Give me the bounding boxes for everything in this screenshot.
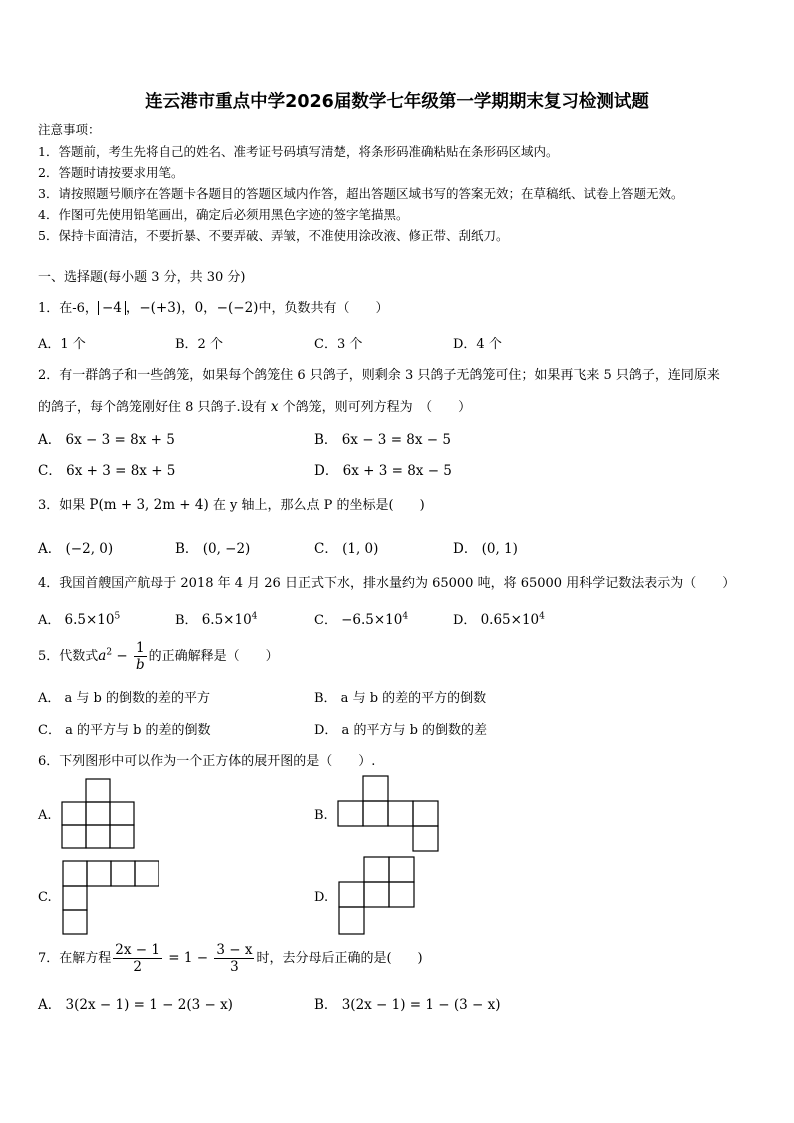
q2-option-d: D． 6x + 3 = 8x − 5	[314, 463, 452, 479]
q3-prefix: 3．如果	[38, 498, 90, 513]
question-4: 4．我国首艘国产航母于 2018 年 4 月 26 日正式下水，排水量约为 65000 吨，将 65000 用科学记数法表示为（ ）	[38, 576, 736, 591]
option-exponent: 4	[402, 611, 409, 622]
q6-label-b: B.	[314, 808, 328, 823]
notice-item: 3．请按照题号顺序在答题卡各题目的答题区域内作答，超出答题区域书写的答案无效；在草稿纸、试卷上答题无效。	[38, 186, 684, 201]
q4-option-a	[38, 609, 120, 628]
question-3	[38, 494, 425, 513]
option-letter: C．	[314, 613, 337, 628]
q5-fraction	[134, 640, 147, 673]
option-base: −6.5×10	[341, 612, 403, 628]
q5-denominator: b	[135, 657, 145, 673]
q4-option-c	[314, 609, 408, 628]
q7-denominator-right: 3	[230, 959, 239, 975]
q6-net-c	[61, 859, 159, 935]
q1-suffix: 中，负数共有（ ）	[258, 301, 389, 316]
option-exponent: 4	[251, 611, 258, 622]
q2-option-c: C． 6x + 3 = 8x + 5	[38, 463, 176, 479]
q6-net-b	[336, 775, 444, 853]
question-7	[38, 942, 423, 975]
q6-label-d: D.	[314, 890, 329, 905]
q5-option-c: C． a 的平方与 b 的差的倒数	[38, 723, 211, 738]
q2-variable: x	[270, 399, 279, 415]
q1-option-b: B．2 个	[175, 337, 223, 352]
q7-suffix: 时，去分母后正确的是( )	[256, 951, 423, 966]
option-letter: B．	[175, 613, 198, 628]
q7-fraction-right	[214, 942, 254, 975]
q4-option-b	[175, 609, 257, 628]
q1-absolute-value: −4	[98, 301, 126, 315]
q1-expression: ，−(+3)，0，−(−2)	[125, 300, 259, 316]
q2-line-2a: 的鸽子，每个鸽笼刚好住 8 只鸽子.设有	[38, 400, 271, 415]
q3-option-d: D． (0, 1)	[453, 541, 518, 557]
notice-item: 5．保持卡面清洁，不要折暴、不要弄破、弄皱，不准使用涂改液、修正带、刮纸刀。	[38, 228, 509, 243]
question-1	[38, 296, 388, 316]
notice-item: 1．答题前，考生先将自己的姓名、准考证号码填写清楚，将条形码准确粘贴在条形码区域内。	[38, 144, 559, 159]
q5-suffix: 的正确解释是（ ）	[148, 649, 279, 664]
q7-numerator-right: 3 − x	[216, 942, 253, 958]
q2-option-a: A． 6x − 3 = 8x + 5	[38, 432, 175, 448]
q7-equals: = 1 −	[163, 950, 213, 966]
notice-heading: 注意事项：	[38, 122, 101, 137]
q5-prefix: 5．代数式	[38, 649, 99, 664]
q4-option-d	[453, 609, 545, 628]
option-letter: A．	[38, 613, 61, 628]
q2-line-2	[38, 396, 471, 415]
q3-option-b: B． (0, −2)	[175, 541, 251, 557]
q5-minus: −	[112, 648, 132, 664]
q2-line-2b: 个鸽笼，则可列方程为 （ ）	[278, 400, 472, 415]
question-6: 6．下列图形中可以作为一个正方体的展开图的是（ ）.	[38, 754, 376, 769]
q7-prefix: 7．在解方程	[38, 951, 112, 966]
q2-line-1: 2．有一群鸽子和一些鸽笼，如果每个鸽笼住 6 只鸽子，则剩余 3 只鸽子无鸽笼可住；如果再飞来 5 只鸽子，连同原来	[38, 368, 720, 383]
notice-item: 2．答题时请按要求用笔。	[38, 165, 184, 180]
option-exponent: 5	[114, 611, 121, 622]
q5-option-d: D． a 的平方与 b 的倒数的差	[314, 723, 488, 738]
q1-option-c: C．3 个	[314, 337, 363, 352]
q5-numerator: 1	[134, 640, 147, 657]
option-base: 6.5×10	[201, 612, 252, 628]
section-heading: 一、选择题(每小题 3 分，共 30 分)	[38, 270, 246, 285]
q3-suffix: 在 y 轴上，那么点 P 的坐标是( )	[208, 498, 425, 513]
q7-numerator-left: 2x − 1	[115, 942, 160, 958]
option-base: 6.5×10	[64, 612, 115, 628]
q5-option-a: A． a 与 b 的倒数的差的平方	[38, 691, 210, 706]
question-5	[38, 640, 279, 673]
q3-point: P(m + 3, 2m + 4)	[89, 497, 209, 513]
q6-net-d	[337, 855, 419, 937]
q7-denominator-left: 2	[133, 959, 142, 975]
q3-option-c: C． (1, 0)	[314, 541, 379, 557]
q5-square: 2	[106, 647, 113, 658]
q1-option-d: D．4 个	[453, 337, 502, 352]
q3-option-a: A． (−2, 0)	[38, 541, 114, 557]
q7-fraction-left	[113, 942, 162, 975]
q2-option-b: B． 6x − 3 = 8x − 5	[314, 432, 451, 448]
q5-var-a: a	[98, 648, 107, 664]
q5-option-b: B． a 与 b 的差的平方的倒数	[314, 691, 487, 706]
q7-option-b: B． 3(2x − 1) = 1 − (3 − x)	[314, 997, 501, 1013]
q6-label-c: C.	[38, 890, 52, 905]
option-base: 0.65×10	[480, 612, 540, 628]
page-title: 连云港市重点中学2026届数学七年级第一学期期末复习检测试题	[145, 92, 649, 112]
option-letter: D．	[453, 613, 477, 628]
q6-label-a: A.	[38, 808, 52, 823]
q6-net-a	[60, 778, 140, 850]
q1-option-a: A．1 个	[38, 337, 86, 352]
notice-item: 4．作图可先使用铅笔画出，确定后必须用黑色字迹的签字笔描黑。	[38, 207, 409, 222]
option-exponent: 4	[539, 611, 545, 622]
q7-option-a: A． 3(2x − 1) = 1 − 2(3 − x)	[38, 997, 233, 1013]
q1-prefix: 1．在-6，	[38, 301, 98, 316]
